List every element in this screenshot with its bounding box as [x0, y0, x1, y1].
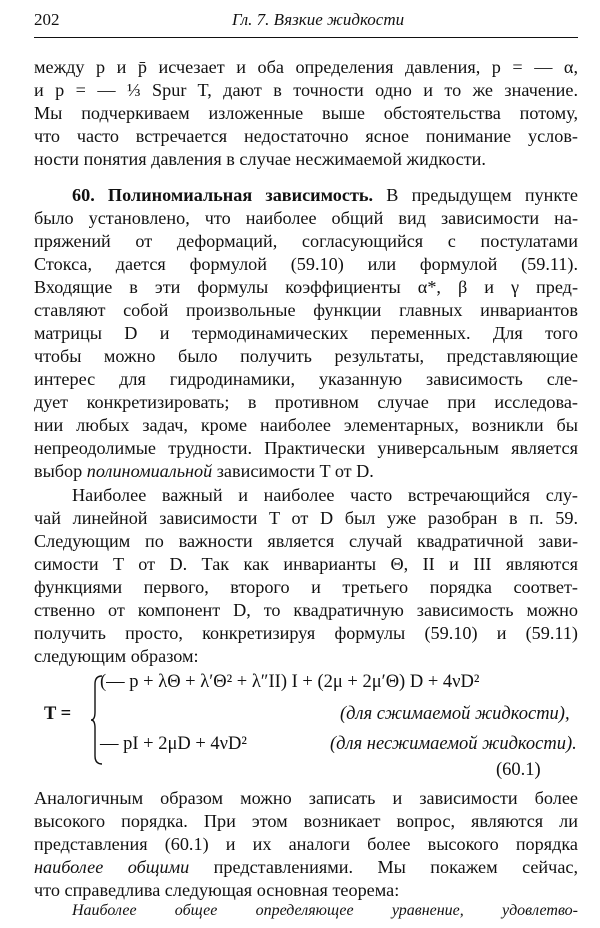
text-line: Мы подчеркиваем изложенные выше обстоятельства потому, — [34, 103, 578, 123]
text-line: получить просто, конкретизируя формулы (59.10) и (59.11) — [34, 623, 578, 643]
text-line: пряжений от деформаций, согласующийся с постулатами — [34, 231, 578, 251]
text-line: дует конкретизировать; в противном случае при исследова- — [34, 392, 578, 412]
text-line: ственно от компонент D, то квадратичную зависимость можно — [34, 600, 578, 620]
text-line: Входящие в эти формулы коэффициенты α*, β и γ пред- — [34, 277, 578, 297]
text-line: ности понятия давления в случае несжимаемой жидкости. — [34, 149, 486, 169]
page-number: 202 — [34, 10, 60, 29]
text-line: следующим образом: — [34, 646, 199, 666]
text-line: Наиболее важный и наиболее часто встречающийся слу- — [72, 485, 578, 505]
text-line: что часто встречается недостаточно ясное понимание услов- — [34, 126, 578, 146]
page-header — [34, 6, 578, 34]
text-span: представлениями. Мы покажем сейчас, — [189, 857, 579, 877]
text-line: функциями первого, второго и третьего порядка соответ- — [34, 577, 578, 597]
text-line: между p и p̄ исчезает и оба определения давления, p = — α, — [34, 57, 578, 77]
text-line: чтобы можно было получить результаты, представляющие — [34, 346, 578, 366]
equation-lhs: T = — [44, 704, 72, 724]
text-line: представления (60.1) и их аналоги более высокого порядка — [34, 834, 578, 854]
text-line: нии любых задач, кроме наиболее элементарных, возникли бы — [34, 415, 578, 435]
section-first-line — [72, 184, 578, 206]
text-span: В предыдущем пункте — [373, 185, 579, 205]
equation-number: (60.1) — [496, 760, 541, 780]
text-line: что справедлива следующая основная теорема: — [34, 880, 400, 900]
theorem-line: Наиболее общее определяющее уравнение, удовлетво- — [72, 902, 578, 919]
equation-note-1: (для сжимаемой жидкости), — [340, 704, 570, 724]
text-line — [34, 856, 578, 878]
text-line: матрицы D и термодинамических переменных. Для того — [34, 323, 578, 343]
text-line: и p = — ⅓ Spur T, дают в точности одно и то же значение. — [34, 80, 578, 100]
text-line: Стокса, дается формулой (59.10) или формулой (59.11). — [34, 254, 578, 274]
equation-line-2: — pI + 2μD + 4νD² — [100, 734, 247, 754]
emphasis: наиболее общими — [34, 857, 190, 877]
text-line: было установлено, что наиболее общий вид зависимости на- — [34, 208, 578, 228]
text-line: непреодолимые трудности. Практически универсальным является — [34, 438, 578, 458]
header-rule — [34, 37, 578, 38]
text-span: зависимости T от D. — [212, 461, 374, 481]
text-line: Аналогичным образом можно записать и зависимости более — [34, 788, 578, 808]
text-line: ставляют собой произвольные функции главных инвариантов — [34, 300, 578, 320]
text-line: интерес для гидродинамики, указанную зависимость сле- — [34, 369, 578, 389]
equation-note-2: (для несжимаемой жидкости). — [330, 734, 577, 754]
text-line — [34, 460, 578, 482]
emphasis: полиномиальной — [86, 461, 213, 481]
section-heading: 60. Полиномиальная зависимость. — [72, 185, 374, 205]
text-line: симости T от D. Так как инварианты Θ, II и III являются — [34, 554, 578, 574]
text-line: высокого порядка. При этом возникает вопрос, являются ли — [34, 811, 578, 831]
equation-line-1: (— p + λΘ + λ′Θ² + λ″II) I + (2μ + 2μ′Θ) D + 4νD² — [100, 672, 480, 692]
text-span: выбор — [34, 461, 87, 481]
text-line: Следующим по важности является случай квадратичной зави- — [34, 531, 578, 551]
running-title: Гл. 7. Вязкие жидкости — [232, 10, 405, 29]
text-line: чай линейной зависимости T от D был уже разобран в п. 59. — [34, 508, 578, 528]
